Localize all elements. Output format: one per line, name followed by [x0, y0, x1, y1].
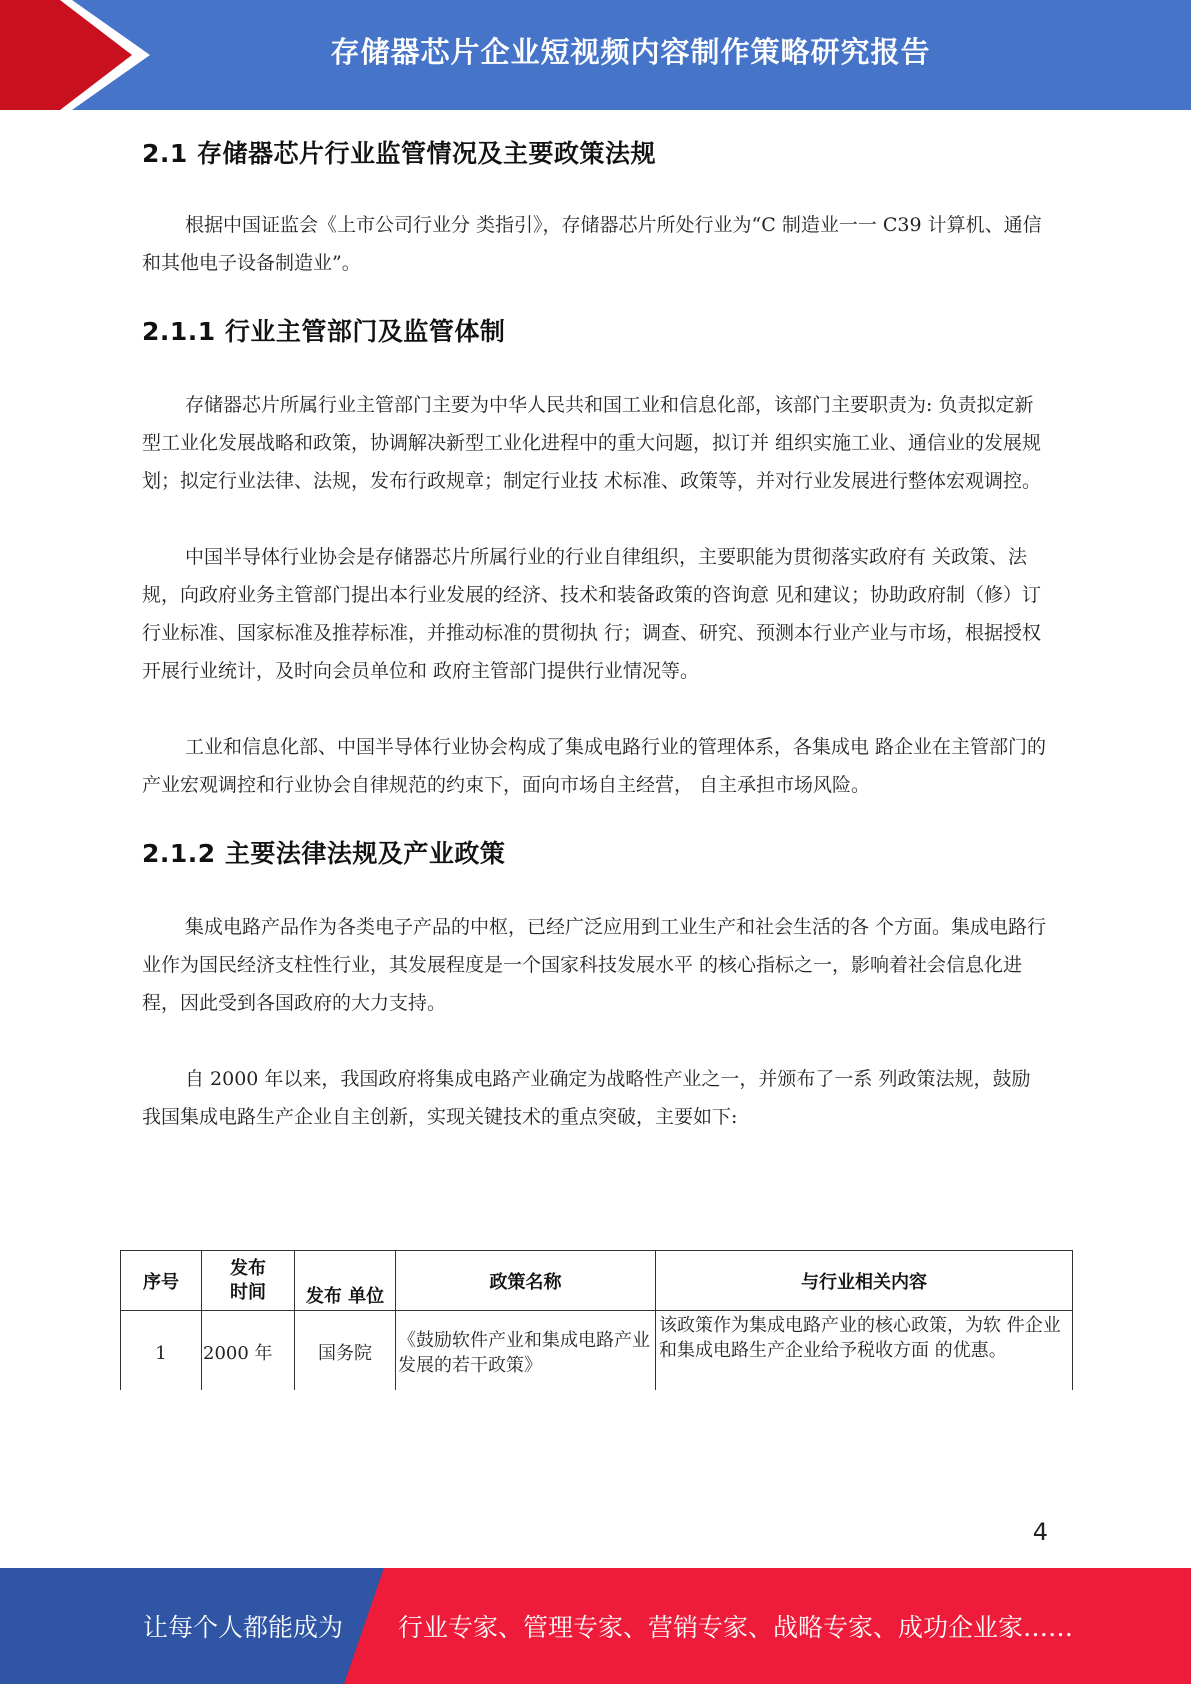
cell-content: 该政策作为集成电路产业的核心政策，为软 件企业和集成电路生产企业给予税收方面 的优惠。 [656, 1311, 1073, 1391]
policy-table-container [110, 1240, 1090, 1390]
section-heading-2-1-1: 2.1.1 行业主管部门及监管体制 [142, 317, 506, 346]
header-title: 存储器芯片企业短视频内容制作策略研究报告 [330, 34, 931, 69]
paragraph: 根据中国证监会《上市公司行业分 类指引》，存储器芯片所处行业为“C 制造业一一 C39 计算机、通信和其他电子设备制造业”。 [142, 214, 1042, 274]
section-heading-2-1-2: 2.1.2 主要法律法规及产业政策 [142, 839, 506, 868]
paragraph: 集成电路产品作为各类电子产品的中枢，已经广泛应用到工业生产和社会生活的各 个方面。集成电路行业作为国民经济支柱性行业，其发展程度是一个国家科技发展水平 的核心指标之一，影响着社会信息化进程，因此受到各国政府的大力支持。 [142, 916, 1047, 1014]
cell-date: 2000 年 [202, 1311, 295, 1391]
paragraph: 存储器芯片所属行业主管部门主要为中华人民共和国工业和信息化部，该部门主要职责为: 负责拟定新型工业化发展战略和政策，协调解决新型工业化进程中的重大问题，拟订并 组织实施工业、通信业的发展规划；拟定行业法律、法规，发布行政规章；制定行业技 术标准、政策等，并对行业发展进行整体宏观调控。 [142, 394, 1042, 492]
column-header-content: 与行业相关内容 [656, 1251, 1073, 1311]
footer-slogan-left: 让每个人都能成为 [143, 1613, 344, 1642]
column-header-policy-name: 政策名称 [396, 1251, 656, 1311]
column-header-index: 序号 [121, 1251, 202, 1311]
cell-policy-name: 《鼓励软件产业和集成电路产业发展的若干政策》 [396, 1311, 656, 1391]
section-heading-2-1: 2.1 存储器芯片行业监管情况及主要政策法规 [142, 139, 656, 168]
page-header [0, 0, 1191, 110]
column-header-date: 发布 时间 [202, 1251, 295, 1311]
policy-table [120, 1250, 1073, 1390]
cell-index: 1 [121, 1311, 202, 1391]
paragraph: 中国半导体行业协会是存储器芯片所属行业的行业自律组织，主要职能为贯彻落实政府有 关政策、法规，向政府业务主管部门提出本行业发展的经济、技术和装备政策的咨询意 见和建议；协助政府制（修）订行业标准、国家标准及推荐标准，并推动标准的贯彻执 行；调查、研究、预测本行业产业与市场，根据授权开展行业统计，及时向会员单位和 政府主管部门提供行业情况等。 [142, 546, 1042, 682]
column-header-issuer: 发布 单位 [295, 1251, 396, 1311]
table-row [121, 1311, 1073, 1391]
header-arrow-graphic [0, 0, 160, 110]
page-footer [0, 1568, 1191, 1684]
paragraph: 自 2000 年以来，我国政府将集成电路产业确定为战略性产业之一，并颁布了一系 列政策法规，鼓励我国集成电路生产企业自主创新，实现关键技术的重点突破，主要如下: [142, 1068, 1031, 1128]
paragraph: 工业和信息化部、中国半导体行业协会构成了集成电路行业的管理体系，各集成电 路企业在主管部门的产业宏观调控和行业协会自律规范的约束下，面向市场自主经营， 自主承担市场风险。 [142, 736, 1047, 796]
page-number: 4 [1032, 1518, 1048, 1546]
footer-slogan-right: 行业专家、管理专家、营销专家、战略专家、成功企业家…… [398, 1613, 1074, 1642]
cell-issuer: 国务院 [295, 1311, 396, 1391]
table-header-row [121, 1251, 1073, 1311]
main-content [142, 120, 1047, 1136]
